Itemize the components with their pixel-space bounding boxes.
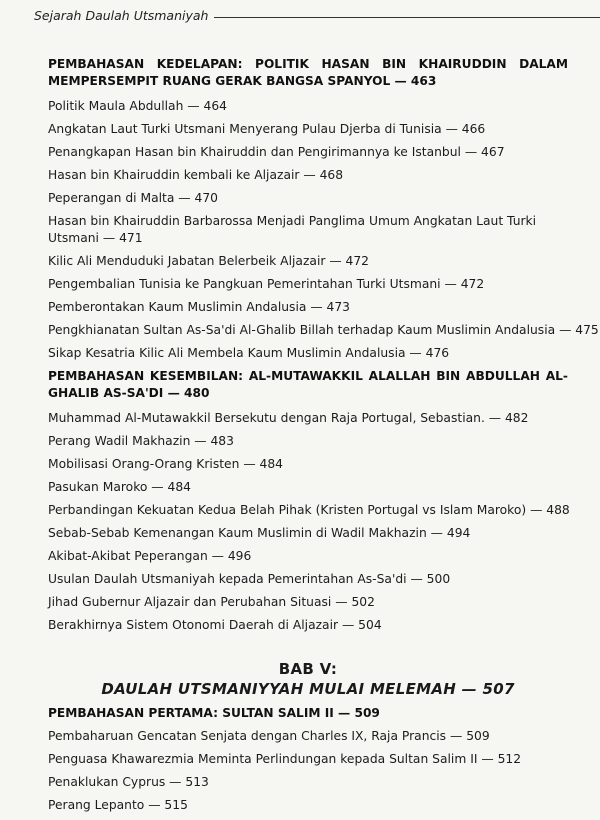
toc-entry: Perang Lepanto — 515 [48, 798, 188, 812]
section-heading-pertama: PEMBAHASAN PERTAMA: SULTAN SALIM II — 509 [48, 706, 380, 720]
toc-entry: Perbandingan Kekuatan Kedua Belah Pihak (Kristen Portugal vs Islam Maroko) — 488 [48, 503, 570, 517]
section-heading-kesembilan: PEMBAHASAN KESEMBILAN: AL-MUTAWAKKIL ALALLAH BIN ABDULLAH AL-GHALIB AS-SA'DI — 480 [48, 369, 568, 400]
toc-entry: Mobilisasi Orang-Orang Kristen — 484 [48, 457, 283, 471]
toc-entry: Pasukan Maroko — 484 [48, 480, 191, 494]
toc-entry: Akibat-Akibat Peperangan — 496 [48, 549, 252, 563]
running-header-title: Sejarah Daulah Utsmaniyah [34, 8, 209, 23]
page-header [34, 8, 600, 23]
toc-entry: Jihad Gubernur Aljazair dan Perubahan Situasi — 502 [48, 595, 375, 609]
toc-entry: Pengkhianatan Sultan As-Sa'di Al-Ghalib Billah terhadap Kaum Muslimin Andalusia — 475 [48, 323, 599, 337]
toc-entry: Perang Wadil Makhazin — 483 [48, 434, 234, 448]
toc-entry: Penaklukan Cyprus — 513 [48, 775, 209, 789]
toc-entry: Penguasa Khawarezmia Meminta Perlindungan kepada Sultan Salim II — 512 [48, 752, 522, 766]
toc-entry: Politik Maula Abdullah — 464 [48, 99, 227, 113]
toc-entry: Kilic Ali Menduduki Jabatan Belerbeik Aljazair — 472 [48, 254, 369, 268]
toc-content [48, 56, 599, 820]
toc-entry: Hasan bin Khairuddin kembali ke Aljazair — 468 [48, 168, 344, 182]
toc-entry: Pemberontakan Kaum Muslimin Andalusia — 473 [48, 300, 350, 314]
header-rule [214, 17, 600, 18]
toc-entry: Hasan bin Khairuddin Barbarossa Menjadi Panglima Umum Angkatan Laut Turki Utsmani — 471 [48, 214, 537, 245]
toc-entry: Pembaharuan Gencatan Senjata dengan Charles IX, Raja Prancis — 509 [48, 729, 490, 743]
toc-entry: Penangkapan Hasan bin Khairuddin dan Pengirimannya ke Istanbul — 467 [48, 145, 505, 159]
chapter-heading [48, 660, 568, 699]
toc-entry: Usulan Daulah Utsmaniyah kepada Pemerintahan As-Sa'di — 500 [48, 572, 451, 586]
toc-entry: Angkatan Laut Turki Utsmani Menyerang Pulau Djerba di Tunisia — 466 [48, 122, 486, 136]
chapter-label: BAB V: [278, 660, 338, 678]
toc-entry: Berakhirnya Sistem Otonomi Daerah di Aljazair — 504 [48, 618, 382, 632]
toc-entry: Pengembalian Tunisia ke Pangkuan Pemerintahan Turki Utsmani — 472 [48, 277, 485, 291]
chapter-title: DAULAH UTSMANIYYAH MULAI MELEMAH — 507 [101, 680, 515, 698]
toc-entry: Sebab-Sebab Kemenangan Kaum Muslimin di Wadil Makhazin — 494 [48, 526, 471, 540]
section-heading-kedelapan: PEMBAHASAN KEDELAPAN: POLITIK HASAN BIN KHAIRUDDIN DALAM MEMPERSEMPIT RUANG GERAK BANGSA SPANYOL — 463 [48, 57, 568, 88]
toc-entry: Peperangan di Malta — 470 [48, 191, 218, 205]
toc-entry: Sikap Kesatria Kilic Ali Membela Kaum Muslimin Andalusia — 476 [48, 346, 450, 360]
toc-entry: Muhammad Al-Mutawakkil Bersekutu dengan Raja Portugal, Sebastian. — 482 [48, 411, 529, 425]
